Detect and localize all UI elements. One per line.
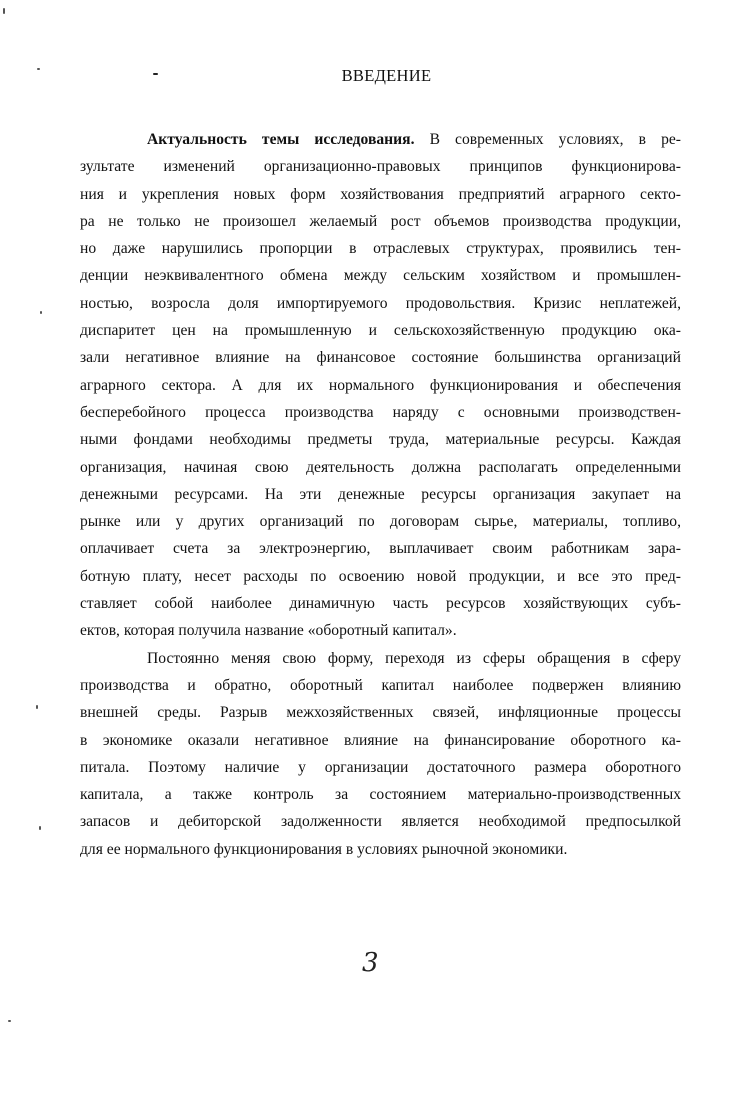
text-line: аграрного сектора. А для их нормального функционирования и обеспечения <box>80 376 681 394</box>
paragraph-working-capital <box>80 645 681 863</box>
text-line: но даже нарушились пропорции в отраслевых структурах, проявились тен- <box>80 240 681 258</box>
text-line: Актуальность темы исследования. В современных условиях, в ре- <box>147 131 681 148</box>
text-line: запасов и дебиторской задолженности является необходимой предпосылкой <box>80 813 681 831</box>
scan-speck <box>8 1020 11 1022</box>
text-line: капитала, а также контроль за состоянием материально-производственных <box>80 786 681 804</box>
text-line: ектов, которая получила название «оборотный капитал». <box>80 622 457 640</box>
text-line: ставляет собой наиболее динамичную часть ресурсов хозяйствующих субъ- <box>80 595 681 613</box>
text-line: в экономике оказали негативное влияние на финансирование оборотного ка- <box>80 731 681 749</box>
paragraph-lead: Актуальность темы исследования. <box>147 131 415 148</box>
text-line: оплачивает счета за электроэнергию, выплачивает своим работникам зара- <box>80 540 681 558</box>
document-body <box>80 126 681 863</box>
text-line: для ее нормального функционирования в условиях рыночной экономики. <box>80 840 568 858</box>
text-line: денежными ресурсами. На эти денежные ресурсы организация закупает на <box>80 485 681 503</box>
text-line: ния и укрепления новых форм хозяйствования предприятий аграрного секто- <box>80 185 681 203</box>
text-line: зали негативное влияние на финансовое состояние большинства организаций <box>80 349 681 367</box>
scan-speck <box>36 705 38 709</box>
scan-speck <box>40 311 42 314</box>
text-line: зультате изменений организационно-правовых принципов функционирова- <box>80 158 681 176</box>
text-line: производства и обратно, оборотный капитал наиболее подвержен влиянию <box>80 676 681 694</box>
document-heading: ВВЕДЕНИЕ <box>341 66 432 85</box>
text-line: организация, начиная свою деятельность должна располагать определенными <box>80 458 681 476</box>
text-line: ностью, возросла доля импортируемого продовольствия. Кризис неплатежей, <box>80 294 681 312</box>
text-line: диспаритет цен на промышленную и сельскохозяйственную продукцию ока- <box>80 322 681 340</box>
text-line: бесперебойного процесса производства наряду с основными производствен- <box>80 403 681 421</box>
text-line: Постоянно меняя свою форму, переходя из сферы обращения в сферу <box>147 649 681 667</box>
page-number: 3 <box>362 948 379 978</box>
text-line: питала. Поэтому наличие у организации достаточного размера оборотного <box>80 758 681 776</box>
text-line: ботную плату, несет расходы по освоению новой продукции, и все это пред- <box>80 567 681 585</box>
paragraph-relevance <box>80 126 681 645</box>
text-line: денции неэквивалентного обмена между сельским хозяйством и промышлен- <box>80 267 681 285</box>
scan-speck <box>3 8 5 14</box>
text-line: ра не только не произошел желаемый рост объемов производства продукции, <box>80 212 681 230</box>
text-line: ными фондами необходимы предметы труда, материальные ресурсы. Каждая <box>80 431 681 449</box>
scan-speck <box>39 826 41 830</box>
text-line: рынке или у других организаций по договорам сырье, материалы, топливо, <box>80 513 681 531</box>
text-line: внешней среды. Разрыв межхозяйственных связей, инфляционные процессы <box>80 704 681 722</box>
